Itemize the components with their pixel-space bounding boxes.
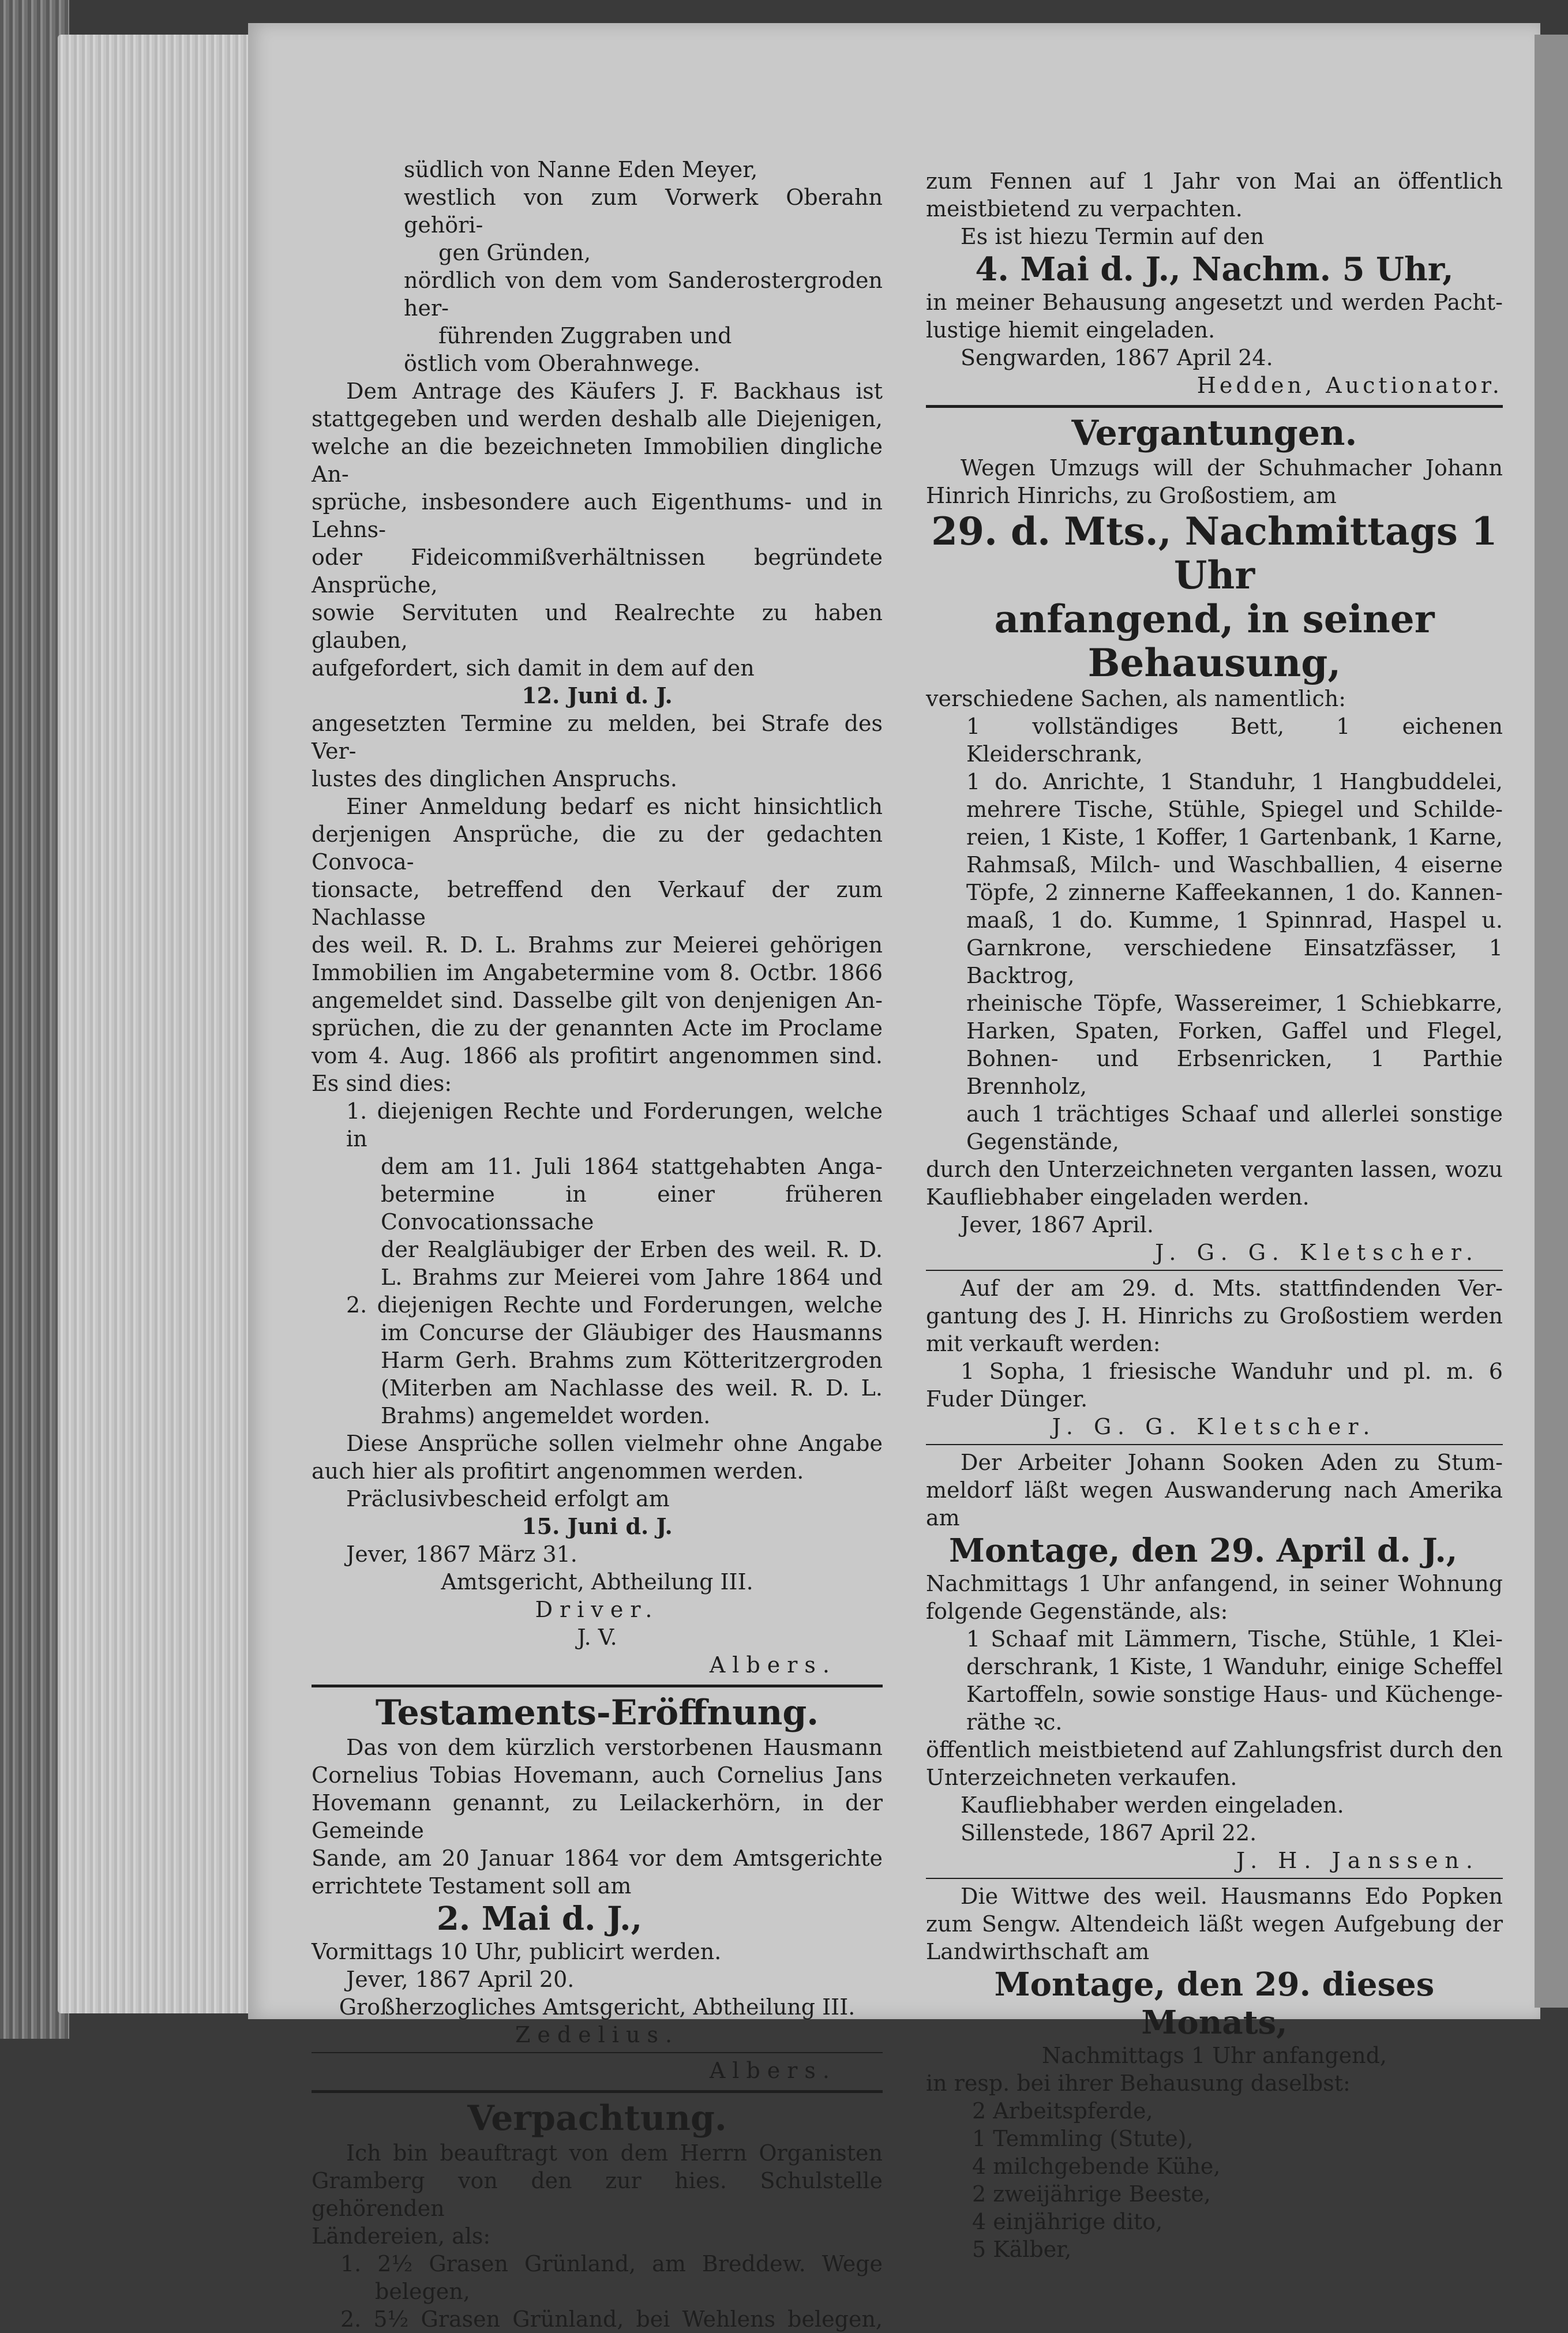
signature: Albers. [709, 2058, 836, 2083]
text-line: Präclusivbescheid erfolgt am [346, 1486, 670, 1511]
signature: Albers. [709, 1652, 836, 1678]
text-line: angesetzten Termine zu melden, bei Strafe des Ver- [312, 711, 883, 764]
list-item: Garnkrone, verschiedene Einsatzfässer, 1 Backtrog, [966, 935, 1503, 988]
section-heading: Testaments-Eröffnung. [375, 1693, 819, 1733]
text-line: sprüche, insbesondere auch Eigenthums- und in Lehns- [312, 489, 883, 542]
text-line: auch hier als profitirt angenommen werden. [312, 1458, 804, 1484]
text-line: zum Fennen auf 1 Jahr von Mai an öffentlich [926, 168, 1503, 194]
section-heading: Verpachtung. [467, 2098, 727, 2139]
signature: J. V. [577, 1625, 617, 1650]
list-item: 2. 5½ Grasen Grünland, bei Wehlens belegen, [340, 2306, 883, 2332]
text-line: Ich bin beauftragt von dem Herrn Organisten [346, 2140, 883, 2166]
list-item: 1 Sopha, 1 friesische Wanduhr und pl. m. 6 [961, 1359, 1503, 1384]
text-line: mit verkauft werden: [926, 1331, 1161, 1356]
text-line: meldorf läßt wegen Auswanderung nach Amerika am [926, 1477, 1503, 1531]
text-line: welche an die bezeichneten Immobilien dingliche An- [312, 434, 883, 487]
section-divider [312, 2090, 883, 2093]
paragraph [312, 1734, 883, 1900]
paragraph [312, 2139, 883, 2250]
text-line: Der Arbeiter Johann Sooken Aden zu Stum- [961, 1450, 1503, 1475]
text-line: Hinrich Hinrichs, zu Großostiem, am [926, 483, 1337, 508]
list-item: 1 Schaaf mit Lämmern, Tische, Stühle, 1 Klei- [966, 1626, 1503, 1652]
text-line: Kaufliebhaber eingeladen werden. [926, 1184, 1310, 1210]
text-line: sowie Servituten und Realrechte zu haben glauben, [312, 600, 883, 653]
text-line: Hovemann genannt, zu Leilackerhörn, in der Gemeinde [312, 1790, 883, 1843]
text-line: östlich vom Oberahnwege. [404, 351, 700, 376]
date-highlight: 29. d. Mts., Nachmittags 1 Uhr [931, 509, 1498, 598]
section-divider [926, 405, 1503, 408]
text-line: folgende Gegenstände, als: [926, 1599, 1228, 1624]
list-item [312, 1097, 883, 1291]
list-item: räthe ꝛc. [966, 1709, 1063, 1735]
text-line: Auf der am 29. d. Mts. stattfindenden Ver- [961, 1276, 1503, 1301]
list-item: 1 Temmling (Stute), [972, 2126, 1194, 2151]
text-line: Vormittags 10 Uhr, publicirt werden. [312, 1939, 722, 1964]
list-item: Fuder Dünger. [926, 1386, 1088, 1412]
list-item: 1 vollständiges Bett, 1 eichenen Kleiderschrank, [966, 714, 1503, 767]
text-line: gantung des J. H. Hinrichs zu Großostiem werden [926, 1303, 1503, 1329]
date-highlight: Montage, den 29. April d. J., [949, 1532, 1458, 1570]
text-line: stattgegeben und werden deshalb alle Diejenigen, [312, 406, 883, 432]
text-line: derjenigen Ansprüche, die zu der gedachten Convoca- [312, 822, 883, 875]
text-line: lustes des dinglichen Anspruchs. [312, 766, 677, 792]
list-item: Gegenstände, [966, 1129, 1119, 1154]
text-line: aufgefordert, sich damit in dem auf den [312, 655, 755, 681]
text-line: nördlich von dem vom Sanderostergroden her- [404, 268, 883, 321]
text-line: Nachmittags 1 Uhr anfangend, [1042, 2043, 1387, 2068]
signature: Hedden, Auctionator. [1196, 373, 1503, 398]
signature-rule [312, 2052, 883, 2053]
date-highlight: 2. Mai d. J., [436, 1900, 643, 1938]
text-line: durch den Unterzeichneten verganten lassen, wozu [926, 1157, 1503, 1182]
list-item: reien, 1 Kiste, 1 Koffer, 1 Gartenbank, 1 Karne, [966, 824, 1503, 850]
page-right-edge [1535, 35, 1568, 2008]
text-line: öffentlich meistbietend auf Zahlungsfrist durch den [926, 1737, 1503, 1762]
list-item: Töpfe, 2 zinnerne Kaffeekannen, 1 do. Kannen- [966, 880, 1503, 905]
text-line: 1. diejenigen Rechte und Forderungen, welche in [346, 1098, 883, 1152]
date-highlight: 15. Juni d. J. [522, 1513, 673, 1539]
list-item: mehrere Tische, Stühle, Spiegel und Schilde- [966, 797, 1503, 822]
text-line: Gramberg von den zur hies. Schulstelle gehörenden [312, 2168, 883, 2221]
text-line: (Miterben am Nachlasse des weil. R. D. L. [381, 1375, 883, 1401]
page-edges [58, 35, 254, 2013]
list-item: 4 einjährige dito, [972, 2209, 1163, 2234]
list-item: 4 milchgebende Kühe, [972, 2154, 1221, 2179]
text-line: Es ist hiezu Termin auf den [961, 224, 1265, 249]
text-line: angemeldet sind. Dasselbe gilt von denjenigen An- [312, 988, 883, 1013]
section-divider [926, 1270, 1503, 1271]
text-line: Landwirthschaft am [926, 1939, 1150, 1964]
text-line: meistbietend zu verpachten. [926, 196, 1243, 222]
signature: Driver. [535, 1597, 659, 1622]
text-line: Es sind dies: [312, 1071, 452, 1096]
text-line: Harm Gerh. Brahms zum Kötteritzergroden [381, 1348, 883, 1373]
text-line: Nachmittags 1 Uhr anfangend, in seiner Wohnung [926, 1571, 1503, 1596]
text-line: im Concurse der Gläubiger des Hausmanns [381, 1320, 883, 1345]
text-line: Brahms) angemeldet worden. [381, 1403, 711, 1428]
list-item: auch 1 trächtiges Schaaf und allerlei sonstige [966, 1101, 1503, 1127]
signature: J. G. G. Kletscher. [1052, 1414, 1377, 1439]
text-line: 1. 2½ Grasen Grünland, am Breddew. Wege [340, 2251, 883, 2276]
text-line: zum Sengw. Altendeich läßt wegen Aufgebung der [926, 1911, 1503, 1937]
text-line: Sande, am 20 Januar 1864 vor dem Amtsgerichte [312, 1846, 883, 1871]
text-line: Cornelius Tobias Hovemann, auch Cornelius Jans [312, 1762, 883, 1788]
list-item: 5 Kälber, [972, 2237, 1072, 2262]
list-item: Bohnen- und Erbsenricken, 1 Parthie Brennholz, [966, 1046, 1503, 1099]
date-highlight: Montage, den 29. dieses Monats, [994, 1966, 1435, 2042]
property-boundaries [312, 156, 883, 377]
text-line: führenden Zuggraben und [438, 323, 732, 348]
list-item: Harken, Spaten, Forken, Gaffel und Flegel, [966, 1018, 1503, 1044]
right-column [926, 167, 1503, 2263]
text-line: des weil. R. D. L. Brahms zur Meierei gehörigen [312, 932, 883, 958]
left-column [312, 156, 883, 2333]
text-line: Wegen Umzugs will der Schuhmacher Johann [961, 455, 1503, 481]
text-line: dem am 11. Juli 1864 stattgehabten Anga- [381, 1154, 883, 1179]
signature: J. H. Janssen. [1236, 1848, 1480, 1873]
place-date: Jever, 1867 April 20. [346, 1967, 575, 1992]
item-list [926, 1625, 1503, 1736]
text-line: belegen, [375, 2279, 470, 2304]
place-date: Jever, 1867 März 31. [346, 1541, 577, 1567]
list-item: Kartoffeln, sowie sonstige Haus- und Küchenge- [966, 1682, 1503, 1707]
text-line: Ländereien, als: [312, 2223, 491, 2249]
list-item: rheinische Töpfe, Wassereimer, 1 Schiebkarre, [966, 991, 1503, 1016]
list-item [312, 2250, 883, 2305]
text-line: vom 4. Aug. 1866 als profitirt angenommen sind. [312, 1043, 883, 1068]
date-highlight: anfangend, in seiner Behausung, [994, 597, 1435, 685]
text-line: errichtete Testament soll am [312, 1873, 632, 1899]
text-line: lustige hiemit eingeladen. [926, 317, 1216, 343]
signature: Zedelius. [515, 2022, 680, 2047]
text-line: westlich von zum Vorwerk Oberahn gehöri- [404, 185, 883, 238]
text-line: Unterzeichneten verkaufen. [926, 1765, 1237, 1790]
text-line: Das von dem kürzlich verstorbenen Hausmann [346, 1735, 883, 1760]
item-list [926, 712, 1503, 1156]
text-line: Kaufliebhaber werden eingeladen. [961, 1792, 1344, 1818]
list-item: 2 Arbeitspferde, [972, 2098, 1153, 2124]
place-date: Sengwarden, 1867 April 24. [961, 345, 1273, 370]
list-item: 2 zweijährige Beeste, [972, 2181, 1211, 2207]
text-line: Diese Ansprüche sollen vielmehr ohne Angabe [346, 1431, 883, 1456]
text-line: oder Fideicommißverhältnissen begründete Ansprüche, [312, 545, 883, 598]
text-line: sprüchen, die zu der genannten Acte im Proclame [312, 1015, 883, 1041]
court-name: Amtsgericht, Abtheilung III. [441, 1569, 753, 1595]
signature: J. G. G. Kletscher. [1155, 1240, 1480, 1265]
date-highlight: 4. Mai d. J., Nachm. 5 Uhr, [975, 250, 1454, 288]
text-line: Dem Antrage des Käufers J. F. Backhaus ist [346, 378, 883, 404]
text-line: in resp. bei ihrer Behausung daselbst: [926, 2071, 1351, 2096]
text-line: in meiner Behausung angesetzt und werden Pacht- [926, 290, 1503, 315]
date-highlight: 12. Juni d. J. [522, 682, 673, 708]
list-item: Rahmsaß, Milch- und Waschballien, 4 eiserne [966, 852, 1503, 877]
section-divider [312, 1685, 883, 1687]
list-item: maaß, 1 do. Kumme, 1 Spinnrad, Haspel u. [966, 907, 1503, 933]
text-line: Die Wittwe des weil. Hausmanns Edo Popken [961, 1884, 1503, 1909]
section-heading: Vergantungen. [1071, 413, 1357, 453]
text-line: verschiedene Sachen, als namentlich: [926, 686, 1346, 711]
text-line: gen Gründen, [438, 240, 591, 265]
section-divider [926, 1878, 1503, 1879]
paragraph [312, 793, 883, 1097]
list-item [312, 1291, 883, 1430]
text-line: Immobilien im Angabetermine vom 8. Octbr. 1866 [312, 960, 883, 985]
place-date: Jever, 1867 April. [961, 1212, 1154, 1237]
item-list [926, 2097, 1503, 2263]
list-item: derschrank, 1 Kiste, 1 Wanduhr, einige Scheffel [966, 1654, 1503, 1679]
text-line: L. Brahms zur Meierei vom Jahre 1864 und [381, 1265, 883, 1290]
text-line: Einer Anmeldung bedarf es nicht hinsichtlich [346, 794, 883, 819]
court-name: Großherzogliches Amtsgericht, Abtheilung III. [339, 1994, 856, 2020]
paragraph [312, 377, 883, 682]
text-line: der Realgläubiger der Erben des weil. R. D. [381, 1237, 883, 1262]
section-divider [926, 1444, 1503, 1445]
text-line: tionsacte, betreffend den Verkauf der zum Nachlasse [312, 877, 883, 930]
place-date: Sillenstede, 1867 April 22. [961, 1820, 1257, 1846]
text-line: 2. diejenigen Rechte und Forderungen, welche [346, 1292, 883, 1318]
text-line: betermine in einer früheren Convocationssache [381, 1181, 883, 1235]
list-item: 1 do. Anrichte, 1 Standuhr, 1 Hangbuddelei, [966, 769, 1503, 794]
text-line: südlich von Nanne Eden Meyer, [404, 157, 758, 182]
